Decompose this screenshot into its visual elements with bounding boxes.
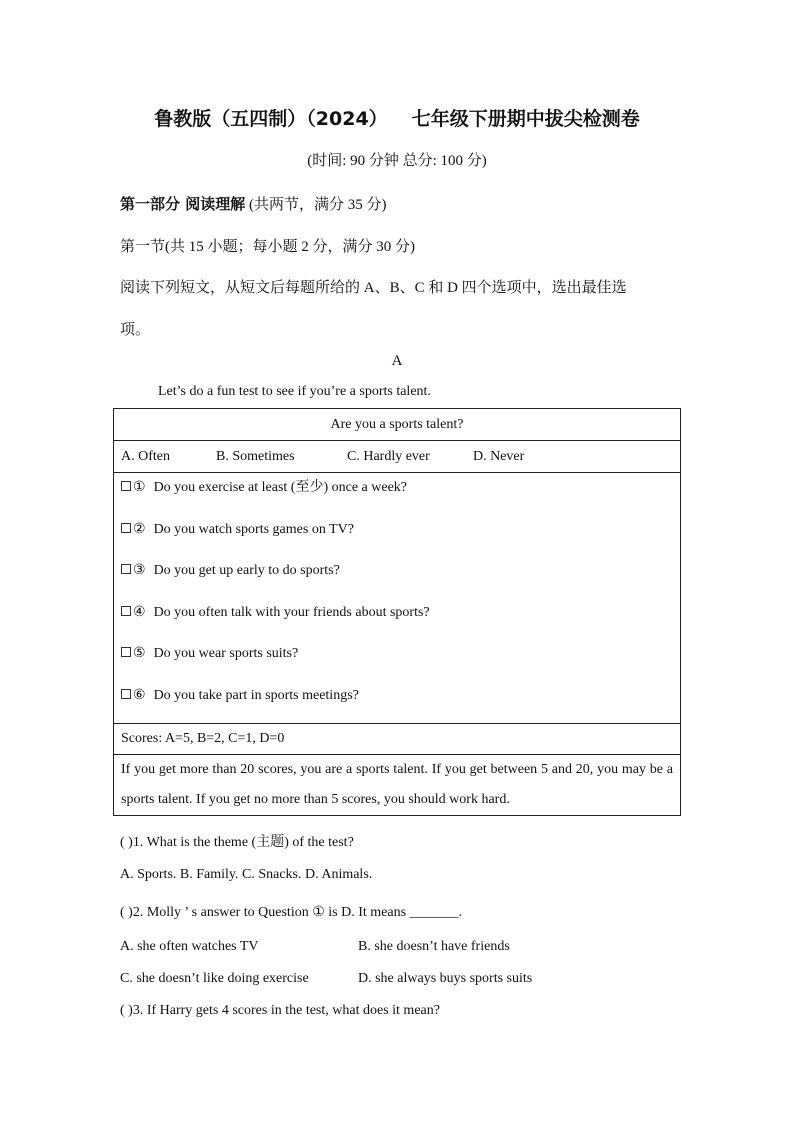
instruction-line-2: 项。 [120,322,151,338]
list-item: ④ Do you often talk with your friends about sports? [121,598,673,640]
passage-intro: Let’s do a fun test to see if you’re a sports talent. [158,384,431,399]
scores-rule: Scores: A=5, B=2, C=1, D=0 [114,723,681,754]
question-2-choice-c: C. she doesn’t like doing exercise [120,971,309,986]
checkbox[interactable] [121,523,131,533]
question-2-stem: ( )2. Molly ’ s answer to Question ① is D. It means _______. [120,905,463,920]
question-list [114,473,681,724]
question-2-choices-row-2 [120,971,532,987]
list-item: ⑤ Do you wear sports suits? [121,639,673,681]
part1-heading-bold: 第一部分 阅读理解 [120,195,246,213]
quiz-table-heading: Are you a sports talent? [114,409,681,441]
passage-label: A [391,353,403,369]
option-c: C. Hardly ever [347,448,430,464]
option-d: D. Never [473,448,525,464]
option-a: A. Often [121,448,170,464]
instruction-line-1: 阅读下列短文，从短文后每题所给的 A、B、C 和 D 四个选项中，选出最佳选 [120,280,627,296]
result-note: If you get more than 20 scores, you are a sports talent. If you get between 5 and 20, you may be a sports talent. If you get no more than 5 scores, you should work hard. [114,754,681,815]
part1-heading-rest: (共两节，满分 35 分) [245,197,387,213]
checkbox[interactable] [121,481,131,491]
question-2-choice-b: B. she doesn’t have friends [358,939,510,954]
list-item: ⑥ Do you take part in sports meetings? [121,681,673,723]
quiz-table [113,408,681,816]
question-2-choice-d: D. she always buys sports suits [358,971,533,986]
checkbox[interactable] [121,647,131,657]
question-3-stem: ( )3. If Harry gets 4 scores in the test, what does it mean? [120,1003,440,1018]
exam-info: (时间: 90 分钟 总分: 100 分) [307,153,487,169]
part1-heading [120,193,386,214]
option-b: B. Sometimes [216,448,295,464]
checkbox[interactable] [121,564,131,574]
question-1-stem: ( )1. What is the theme (主题) of the test? [120,835,354,850]
answer-options-row [114,441,681,473]
section1-heading: 第一节(共 15 小题；每小题 2 分，满分 30 分) [120,239,415,255]
list-item: ② Do you watch sports games on TV? [121,515,673,557]
question-1-choices: A. Sports. B. Family. C. Snacks. D. Animals. [120,867,373,882]
checkbox[interactable] [121,689,131,699]
question-2-choices-row-1 [120,939,510,955]
list-item: ① Do you exercise at least (至少) once a week? [121,473,673,515]
title-left: 鲁教版（五四制）（2024） [154,108,388,130]
title-right: 七年级下册期中拔尖检测卷 [411,108,640,130]
checkbox[interactable] [121,606,131,616]
question-2-choice-a: A. she often watches TV [120,939,259,954]
list-item: ③ Do you get up early to do sports? [121,556,673,598]
page-title [0,104,794,131]
